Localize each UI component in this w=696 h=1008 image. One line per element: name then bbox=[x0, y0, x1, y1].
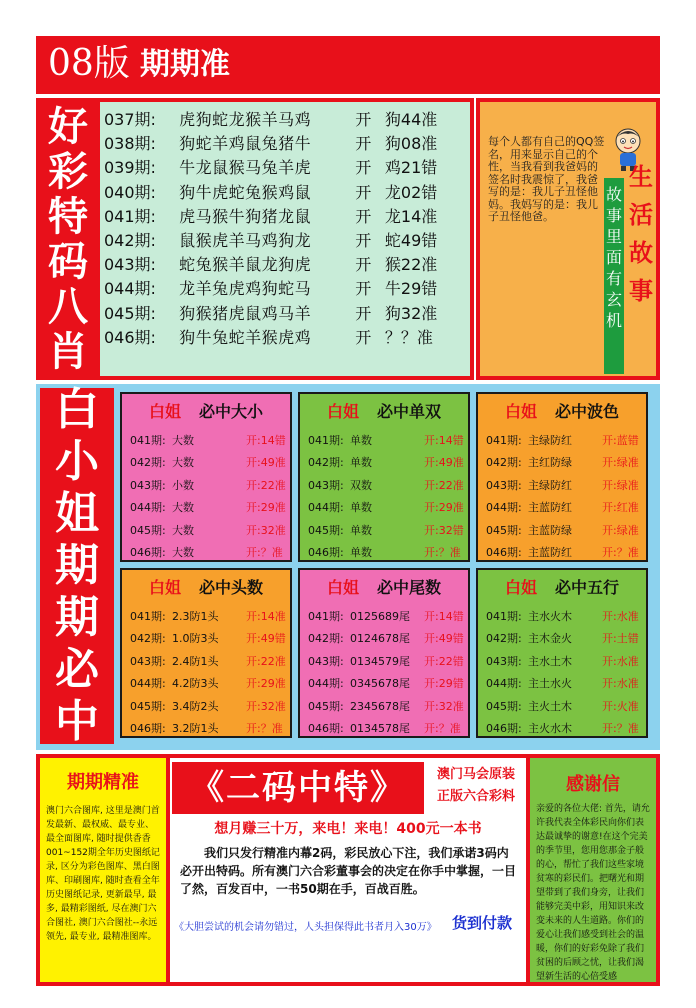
result-value: 开:？准 bbox=[424, 722, 461, 736]
period-label: 041期: bbox=[130, 434, 166, 447]
box-brand: 白姐 bbox=[326, 577, 359, 597]
side-title-char: 码 bbox=[48, 238, 88, 285]
result-value: 开:49准 bbox=[246, 456, 286, 470]
zodiac-row bbox=[104, 253, 470, 277]
box-row bbox=[486, 718, 646, 740]
period-label: 038期: bbox=[104, 134, 156, 154]
prediction-value: 主绿防红 bbox=[528, 478, 572, 492]
prediction-value: 2.3防1头 bbox=[172, 610, 219, 623]
zodiac-row bbox=[104, 156, 470, 180]
prediction-value: 1.0防3头 bbox=[172, 632, 219, 646]
prediction-value: 大数 bbox=[172, 434, 194, 447]
result-value: 开:土错 bbox=[602, 632, 639, 646]
result-value: 龙02错 bbox=[384, 182, 438, 202]
open-label: 开 bbox=[355, 303, 372, 323]
period-label: 046期: bbox=[486, 546, 522, 560]
ad-main-panel bbox=[170, 758, 526, 982]
box-header bbox=[300, 570, 468, 602]
prediction-value: 3.2防1头 bbox=[172, 722, 219, 736]
result-value: 开:22准 bbox=[246, 654, 286, 668]
result-value: 开:49错 bbox=[424, 632, 464, 646]
prediction-value: 大数 bbox=[172, 523, 194, 537]
open-label: 开 bbox=[355, 231, 372, 251]
box-row bbox=[308, 475, 468, 497]
period-label: 044期: bbox=[130, 677, 166, 691]
period-label: 041期: bbox=[104, 206, 156, 226]
box-rows bbox=[300, 426, 468, 564]
period-label: 044期: bbox=[308, 501, 344, 515]
ad-footnote: 《大胆尝试的机会请勿错过，人头担保得此书者月入30万》 bbox=[174, 922, 437, 933]
period-label: 046期: bbox=[308, 722, 344, 736]
box-title: 必中大小 bbox=[199, 401, 264, 421]
box-rows bbox=[122, 602, 290, 740]
cod-label: 货到付款 bbox=[452, 914, 513, 932]
prediction-box bbox=[120, 392, 292, 562]
prediction-value: 单数 bbox=[350, 501, 372, 515]
ad-body: 我们只发行精准内幕2码，彩民放心下注，我们承诺3码内必开出特码。所有澳门六合彩董事会的决定在你手中掌握，一目了然，百发百中，一书50期在手，百战百胜。 bbox=[180, 846, 517, 896]
tag-char: 活 bbox=[629, 200, 653, 229]
result-value: 开:22准 bbox=[424, 478, 464, 492]
period-label: 042期: bbox=[486, 632, 522, 646]
prediction-value: 主蓝防红 bbox=[528, 501, 572, 515]
zodiac-animals: 狗牛虎蛇兔猴鸡鼠 bbox=[179, 182, 312, 202]
period-label: 045期: bbox=[104, 303, 156, 323]
tag-char: 面 bbox=[605, 248, 622, 267]
box-header bbox=[478, 570, 646, 602]
box-title: 必中五行 bbox=[555, 577, 620, 597]
result-value: 龙14准 bbox=[384, 206, 438, 226]
zodiac-animals: 虎狗蛇龙猴羊马鸡 bbox=[179, 110, 312, 129]
box-brand: 白姐 bbox=[504, 401, 537, 421]
zodiac-animals: 鼠猴虎羊马鸡狗龙 bbox=[179, 231, 312, 251]
box-row bbox=[486, 606, 646, 628]
result-value: 狗44准 bbox=[384, 110, 438, 129]
period-label: 043期: bbox=[130, 654, 166, 668]
prediction-value: 大数 bbox=[172, 501, 194, 515]
result-value: 开:绿准 bbox=[602, 523, 639, 537]
predictions-section bbox=[36, 384, 660, 750]
story-text: 每个人都有自己的QQ签名，用来显示自己的个性，当我看到我爸妈的签名时我震惊了，我爸写的是：我儿子丑怪他妈。我妈写的是：我儿子丑怪他爸。 bbox=[488, 135, 605, 223]
box-rows bbox=[478, 426, 646, 564]
period-label: 045期: bbox=[486, 699, 522, 713]
period-label: 044期: bbox=[104, 279, 156, 299]
side-title-char: 姐 bbox=[55, 488, 99, 539]
box-header bbox=[300, 394, 468, 426]
prediction-value: 主土水火 bbox=[528, 677, 572, 691]
issue-label: 08版 bbox=[48, 43, 130, 84]
box-row bbox=[130, 475, 290, 497]
side-title-char: 必 bbox=[55, 644, 99, 695]
period-label: 041期: bbox=[486, 434, 522, 447]
zodiac-animals: 狗蛇羊鸡鼠兔猪牛 bbox=[179, 134, 312, 154]
box-row bbox=[130, 452, 290, 474]
period-label: 044期: bbox=[130, 501, 166, 515]
box-brand: 白姐 bbox=[148, 401, 181, 421]
story-inner bbox=[480, 102, 656, 376]
period-label: 041期: bbox=[130, 610, 166, 623]
prediction-value: 主红防绿 bbox=[528, 456, 572, 470]
result-value: 开:32错 bbox=[424, 523, 464, 537]
box-title: 必中尾数 bbox=[377, 577, 442, 597]
prediction-box bbox=[120, 568, 292, 738]
open-label: 开 bbox=[355, 206, 372, 226]
period-label: 043期: bbox=[308, 654, 344, 668]
ad-source-line: 澳门马会原装 bbox=[436, 767, 515, 782]
result-value: 开:22准 bbox=[246, 478, 286, 492]
zodiac-row bbox=[104, 277, 470, 301]
result-value: 开:绿准 bbox=[602, 456, 639, 470]
box-row bbox=[130, 430, 290, 452]
page-header bbox=[36, 36, 660, 94]
prediction-value: 主火土木 bbox=[528, 699, 572, 713]
tag-char: 生 bbox=[629, 162, 653, 191]
result-value: 开:水准 bbox=[602, 654, 639, 668]
prediction-value: 2.4防1头 bbox=[172, 654, 219, 668]
tag-char: 故 bbox=[629, 238, 653, 267]
result-value: 鸡21错 bbox=[384, 158, 438, 178]
box-row bbox=[486, 673, 646, 695]
result-value: 开:49准 bbox=[424, 456, 464, 470]
prediction-value: 单数 bbox=[350, 523, 372, 537]
zodiac-animals: 牛龙鼠猴马兔羊虎 bbox=[179, 158, 312, 178]
zodiac-row bbox=[104, 181, 470, 205]
open-label: 开 bbox=[355, 158, 372, 178]
box-row bbox=[308, 542, 468, 564]
period-label: 046期: bbox=[130, 722, 166, 736]
prediction-value: 0134579尾 bbox=[350, 654, 410, 668]
prediction-value: 大数 bbox=[172, 456, 194, 470]
box-rows bbox=[122, 426, 290, 564]
prediction-value: 0124678尾 bbox=[350, 632, 410, 646]
result-value: 开:32准 bbox=[246, 523, 286, 537]
ad-left-panel bbox=[40, 758, 166, 982]
result-value: 开:火准 bbox=[602, 699, 639, 713]
period-label: 045期: bbox=[486, 523, 522, 537]
result-value: 开:14错 bbox=[246, 434, 286, 447]
period-label: 039期: bbox=[104, 158, 156, 178]
period-label: 045期: bbox=[130, 699, 166, 713]
side-title-char: 小 bbox=[55, 436, 99, 487]
prediction-value: 主水火木 bbox=[528, 610, 572, 623]
box-row bbox=[130, 520, 290, 542]
tag-char: 机 bbox=[605, 311, 622, 330]
period-label: 042期: bbox=[486, 456, 522, 470]
prediction-value: 大数 bbox=[172, 546, 194, 560]
box-header bbox=[122, 570, 290, 602]
result-value: 开:29错 bbox=[424, 677, 464, 691]
zodiac-row bbox=[104, 205, 470, 229]
life-story-tag bbox=[626, 158, 656, 310]
period-label: 040期: bbox=[104, 182, 156, 202]
ad-section bbox=[36, 754, 660, 986]
zodiac-row bbox=[104, 302, 470, 326]
box-row bbox=[130, 542, 290, 564]
result-value: 开:29准 bbox=[246, 677, 286, 691]
prediction-value: 主木金火 bbox=[528, 632, 572, 646]
box-title: 必中头数 bbox=[199, 577, 264, 597]
result-value: 开:32准 bbox=[246, 699, 286, 713]
result-value: 蛇49错 bbox=[384, 231, 438, 251]
box-brand: 白姐 bbox=[504, 577, 537, 597]
zodiac-list bbox=[100, 102, 470, 376]
result-value: ？？准 bbox=[384, 327, 433, 347]
result-value: 开:22错 bbox=[424, 654, 464, 668]
side-title-char: 肖 bbox=[48, 328, 88, 375]
period-label: 046期: bbox=[130, 546, 166, 560]
period-label: 042期: bbox=[104, 231, 156, 251]
ad-source-line: 正版六合彩料 bbox=[436, 789, 515, 804]
ad-slogan: 想月赚三十万，来电！来电！400元一本书 bbox=[214, 821, 482, 837]
box-rows bbox=[300, 602, 468, 740]
ad-left-text: 澳门六合图库, 这里是澳门首发最新、最权威、最专业、最全面图库, 随时提供香香001~152期全年历史图纸记录, 区分为彩色图库、黑白图库、印刷图库, 随时查看全年历史图纸记录, 更新最早, 最多, 最精彩图纸, 尽在澳门六合图社, 澳门六合图社--永远领先, 最专业, 最精准图库。 bbox=[46, 806, 160, 942]
result-value: 开:29准 bbox=[424, 501, 464, 515]
box-row bbox=[308, 673, 468, 695]
zodiac-side-title bbox=[36, 98, 100, 380]
zodiac-row bbox=[104, 229, 470, 253]
side-title-char: 白 bbox=[55, 384, 99, 435]
box-row bbox=[308, 651, 468, 673]
result-value: 开:14错 bbox=[424, 610, 464, 623]
result-value: 狗32准 bbox=[384, 303, 438, 323]
result-value: 开:14准 bbox=[246, 610, 286, 623]
box-row bbox=[308, 696, 468, 718]
period-label: 045期: bbox=[308, 523, 344, 537]
result-value: 开:？准 bbox=[602, 722, 639, 736]
zodiac-section bbox=[36, 98, 474, 380]
period-label: 044期: bbox=[308, 677, 344, 691]
tag-char: 里 bbox=[605, 227, 622, 246]
result-value: 开:蓝错 bbox=[602, 434, 639, 447]
open-label: 开 bbox=[355, 279, 372, 299]
box-row bbox=[130, 497, 290, 519]
side-title-char: 好 bbox=[48, 103, 88, 150]
box-row bbox=[486, 452, 646, 474]
period-label: 043期: bbox=[486, 478, 522, 492]
box-row bbox=[308, 452, 468, 474]
thanks-panel bbox=[530, 758, 656, 982]
result-value: 开:49错 bbox=[246, 632, 286, 646]
zodiac-row bbox=[104, 108, 470, 132]
prediction-value: 单数 bbox=[350, 546, 372, 560]
period-label: 044期: bbox=[486, 677, 522, 691]
prediction-value: 主水土木 bbox=[528, 654, 572, 668]
box-row bbox=[486, 542, 646, 564]
story-mystery-tag bbox=[604, 178, 624, 374]
side-title-char: 期 bbox=[55, 592, 99, 643]
ad-source bbox=[428, 764, 524, 808]
period-label: 046期: bbox=[308, 546, 344, 560]
result-value: 开:水准 bbox=[602, 677, 639, 691]
box-row bbox=[486, 520, 646, 542]
side-title-char: 彩 bbox=[48, 148, 88, 195]
period-label: 046期: bbox=[486, 722, 522, 736]
zodiac-animals: 蛇兔猴羊鼠龙狗虎 bbox=[179, 255, 312, 275]
box-row bbox=[130, 628, 290, 650]
thanks-text: 亲爱的各位大佬: 首先，请允许我代表全体彩民向你们表达最诚挚的谢意!在这个完美的季节里，您用您那金子般的心，帮忙了我们这些家境贫寒的彩民们。把曙光和期望带到了我们身旁，让我们能够完美中彩，用知识来改变未来的人生道路。你们的爱心让我们感受到社会的温暖，你们的好彩免除了我们贫困的后顾之忧，让我们渴望新生活的心倍受感 bbox=[536, 804, 650, 982]
prediction-value: 双数 bbox=[350, 478, 372, 492]
period-label: 043期: bbox=[104, 255, 156, 275]
result-value: 牛29错 bbox=[384, 279, 438, 299]
result-value: 狗08准 bbox=[384, 134, 438, 154]
prediction-value: 2345678尾 bbox=[350, 699, 410, 713]
box-header bbox=[122, 394, 290, 426]
box-title: 必中波色 bbox=[555, 401, 620, 421]
open-label: 开 bbox=[355, 327, 372, 347]
box-row bbox=[130, 673, 290, 695]
result-value: 开:14错 bbox=[424, 434, 464, 447]
prediction-value: 主绿防红 bbox=[528, 434, 572, 447]
result-value: 开:？准 bbox=[424, 546, 461, 560]
box-header bbox=[478, 394, 646, 426]
period-label: 037期: bbox=[104, 110, 156, 129]
period-label: 042期: bbox=[308, 456, 344, 470]
box-row bbox=[130, 606, 290, 628]
box-row bbox=[308, 628, 468, 650]
tag-char: 故 bbox=[605, 185, 622, 204]
tag-char: 事 bbox=[629, 276, 653, 305]
prediction-value: 小数 bbox=[172, 478, 194, 492]
prediction-value: 主火水木 bbox=[528, 722, 572, 736]
period-label: 045期: bbox=[308, 699, 344, 713]
result-value: 开:红准 bbox=[602, 501, 639, 515]
box-row bbox=[308, 606, 468, 628]
prediction-box bbox=[476, 568, 648, 738]
tag-char: 事 bbox=[605, 206, 622, 225]
box-row bbox=[486, 651, 646, 673]
open-label: 开 bbox=[355, 134, 372, 154]
box-rows bbox=[478, 602, 646, 740]
box-row bbox=[308, 497, 468, 519]
box-brand: 白姐 bbox=[326, 401, 359, 421]
result-value: 开:？准 bbox=[246, 722, 283, 736]
story-panel bbox=[476, 98, 660, 380]
ad-left-title: 期期精准 bbox=[67, 772, 139, 793]
side-title-char: 特 bbox=[48, 193, 88, 240]
open-label: 开 bbox=[355, 110, 372, 129]
period-label: 042期: bbox=[130, 456, 166, 470]
prediction-value: 主蓝防红 bbox=[528, 546, 572, 560]
thanks-title: 感谢信 bbox=[566, 774, 620, 795]
result-value: 开:绿准 bbox=[602, 478, 639, 492]
box-row bbox=[130, 651, 290, 673]
result-value: 开:29准 bbox=[246, 501, 286, 515]
period-label: 042期: bbox=[130, 632, 166, 646]
prediction-value: 4.2防3头 bbox=[172, 677, 219, 691]
zodiac-animals: 虎马猴牛狗猪龙鼠 bbox=[179, 206, 312, 226]
box-title: 必中单双 bbox=[377, 401, 442, 421]
predictions-side-title bbox=[40, 384, 114, 747]
side-title-char: 八 bbox=[48, 283, 88, 330]
ad-banner: 《二码中特》 bbox=[172, 762, 424, 814]
prediction-value: 0125689尾 bbox=[350, 610, 410, 623]
zodiac-row bbox=[104, 326, 470, 350]
box-row bbox=[308, 430, 468, 452]
tag-char: 有 bbox=[605, 269, 622, 288]
zodiac-row bbox=[104, 132, 470, 156]
result-value: 开:？准 bbox=[602, 546, 639, 560]
page-title: 期期准 bbox=[140, 47, 230, 82]
result-value: 开:水准 bbox=[602, 610, 639, 623]
box-row bbox=[486, 430, 646, 452]
period-label: 043期: bbox=[308, 478, 344, 492]
zodiac-animals: 狗猴猪虎鼠鸡马羊 bbox=[179, 303, 312, 323]
prediction-box bbox=[476, 392, 648, 562]
period-label: 045期: bbox=[130, 523, 166, 537]
open-label: 开 bbox=[355, 255, 372, 275]
box-row bbox=[130, 718, 290, 740]
period-label: 043期: bbox=[486, 654, 522, 668]
prediction-value: 3.4防2头 bbox=[172, 699, 219, 713]
box-brand: 白姐 bbox=[148, 577, 181, 597]
prediction-box bbox=[298, 568, 470, 738]
period-label: 041期: bbox=[486, 610, 522, 623]
box-row bbox=[486, 628, 646, 650]
result-value: 开:？准 bbox=[246, 546, 283, 560]
box-row bbox=[130, 696, 290, 718]
side-title-char: 期 bbox=[55, 540, 99, 591]
result-value: 开:32准 bbox=[424, 699, 464, 713]
prediction-value: 单数 bbox=[350, 434, 372, 447]
prediction-value: 0134578尾 bbox=[350, 722, 410, 736]
period-label: 046期: bbox=[104, 327, 156, 347]
box-row bbox=[486, 696, 646, 718]
period-label: 044期: bbox=[486, 501, 522, 515]
box-row bbox=[486, 475, 646, 497]
tag-char: 玄 bbox=[605, 290, 622, 309]
side-title-char: 中 bbox=[55, 696, 99, 747]
period-label: 042期: bbox=[308, 632, 344, 646]
prediction-value: 0345678尾 bbox=[350, 677, 410, 691]
prediction-box bbox=[298, 392, 470, 562]
result-value: 猴22准 bbox=[384, 255, 438, 275]
box-row bbox=[308, 718, 468, 740]
zodiac-animals: 狗牛兔蛇羊猴虎鸡 bbox=[179, 327, 312, 347]
box-row bbox=[308, 520, 468, 542]
period-label: 041期: bbox=[308, 434, 344, 447]
period-label: 041期: bbox=[308, 610, 344, 623]
open-label: 开 bbox=[355, 182, 372, 202]
zodiac-animals: 龙羊兔虎鸡狗蛇马 bbox=[179, 279, 312, 299]
period-label: 043期: bbox=[130, 478, 166, 492]
box-row bbox=[486, 497, 646, 519]
prediction-value: 主蓝防绿 bbox=[528, 523, 572, 537]
prediction-value: 单数 bbox=[350, 456, 372, 470]
